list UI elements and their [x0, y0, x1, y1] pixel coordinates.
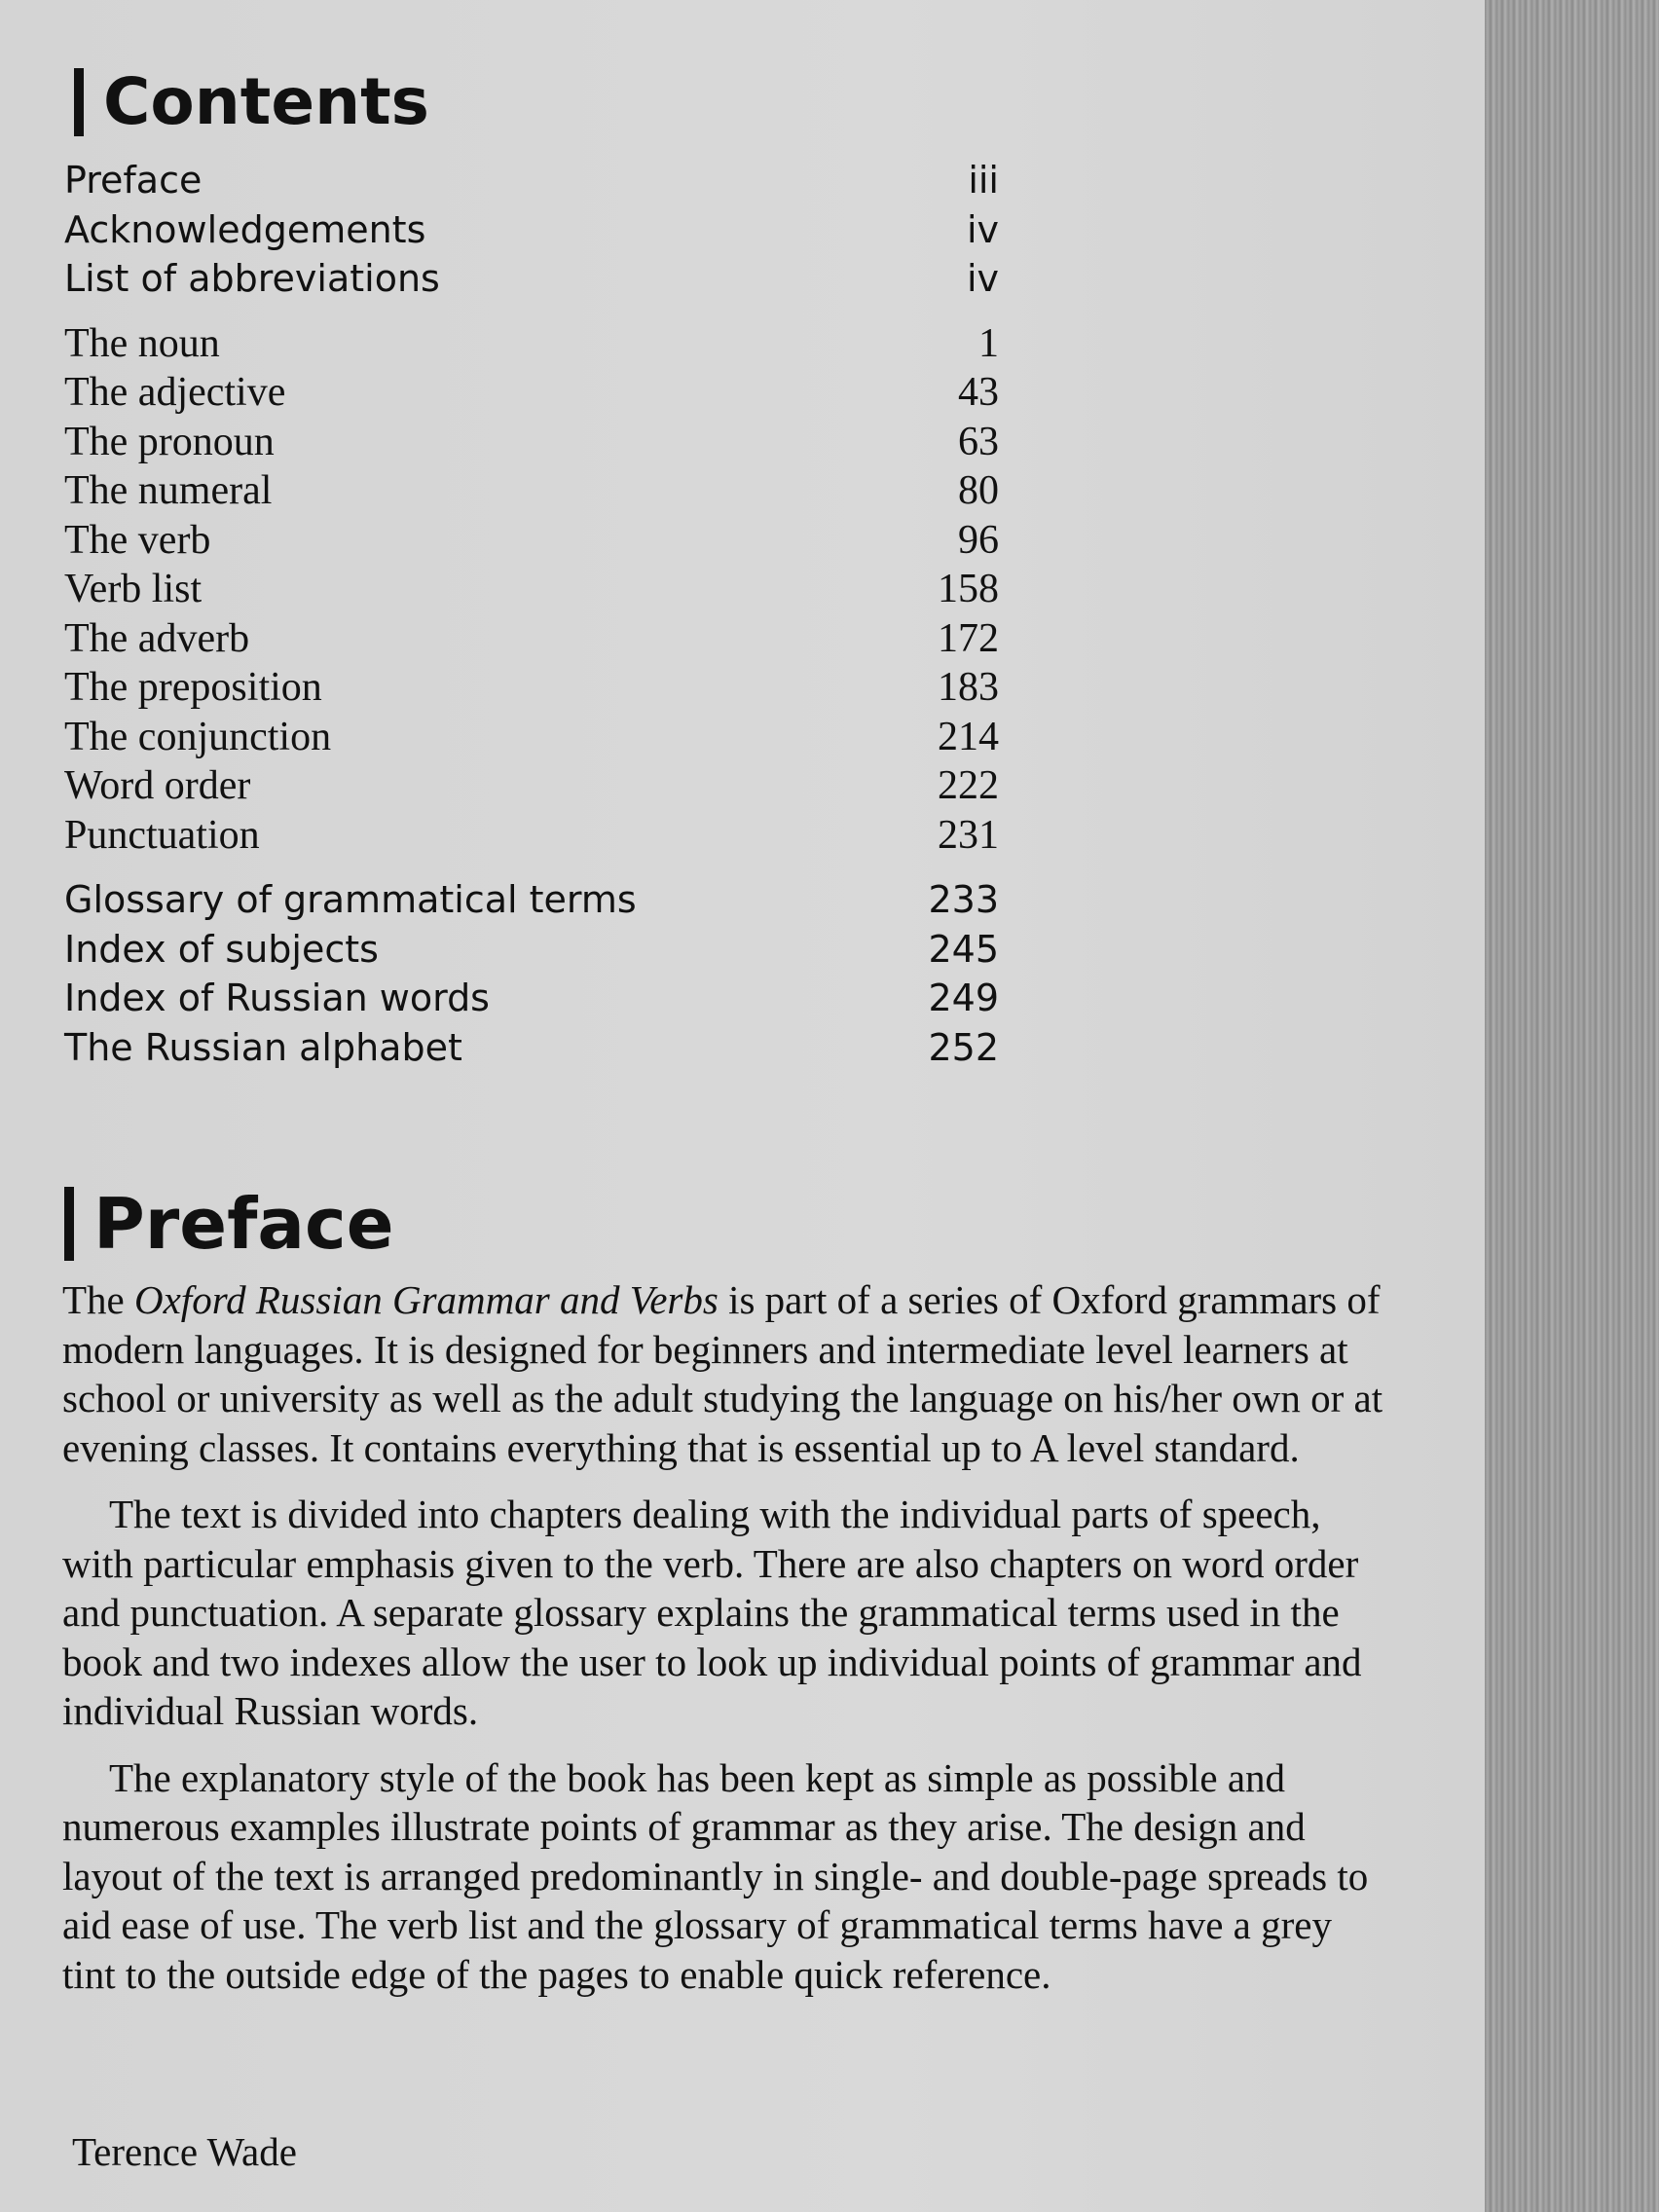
toc-entry	[64, 811, 999, 861]
book-title: Oxford Russian Grammar and Verbs	[134, 1277, 719, 1322]
preface-p1-rest: is part of a series of Oxford grammars of modern languages. It is designed for beginners and intermediate level learners at school or university as well as the adult studying the language on his/her own or at evening classes. It contains everything that is essential up to A level standard.	[62, 1277, 1383, 1470]
toc-entry	[64, 319, 999, 369]
table-of-contents	[64, 156, 999, 1072]
author-signature: Terence Wade	[72, 2129, 297, 2174]
heading-bar	[64, 1187, 74, 1261]
toc-entry	[64, 466, 999, 516]
toc-entry-page: 214	[938, 714, 999, 759]
toc-entry-page: 158	[938, 567, 999, 612]
toc-entry-page: 233	[928, 878, 999, 922]
toc-entry-title: The noun	[64, 320, 220, 366]
toc-entry-title: Preface	[64, 159, 203, 203]
toc-entry-title: Acknowledgements	[64, 207, 426, 251]
toc-entry-page: 222	[938, 763, 999, 809]
toc-entry-page: 63	[958, 419, 999, 464]
toc-entry-title: The adverb	[64, 615, 250, 661]
toc-entry-page: 252	[928, 1025, 999, 1069]
toc-entry	[64, 254, 999, 304]
toc-entry	[64, 368, 999, 418]
toc-entry-page: 80	[958, 468, 999, 514]
heading-bar	[74, 68, 84, 136]
toc-entry-title: Index of subjects	[64, 927, 379, 971]
preface-paragraph-3: The explanatory style of the book has been kept as simple as possible and numerous examples illustrate points of grammar as they arise. The design and layout of the text is arranged predominantly in single- and double-page spreads to aid ease of use. The verb list and the glossary of grammatical terms have a grey tint to the outside edge of the pages to enable quick reference.	[62, 1754, 1369, 1997]
toc-entry	[64, 713, 999, 762]
toc-entry-page: iv	[966, 257, 999, 301]
toc-entry-title: List of abbreviations	[64, 257, 440, 301]
toc-entry-title: The numeral	[64, 468, 273, 514]
preface-paragraph-2: The text is divided into chapters dealing with the individual parts of speech, with particular emphasis given to the verb. There are also chapters on word order and punctuation. A separate glossary explains the grammatical terms used in the book and two indexes allow the user to look up individual points of grammar and individual Russian words.	[62, 1492, 1362, 1733]
toc-entry-page: 183	[938, 665, 999, 711]
preface-heading-text: Preface	[93, 1183, 394, 1265]
toc-entry-title: The verb	[64, 517, 211, 563]
toc-entry-title: The pronoun	[64, 419, 275, 464]
toc-entry-title: The adjective	[64, 370, 286, 416]
toc-entry-page: 245	[928, 927, 999, 971]
toc-back-matter	[64, 875, 999, 1072]
toc-entry	[64, 925, 999, 975]
toc-entry	[64, 1023, 999, 1073]
preface-p1-lead: The	[62, 1277, 134, 1322]
toc-entry-page: 43	[958, 370, 999, 416]
toc-entry	[64, 875, 999, 925]
toc-entry	[64, 974, 999, 1023]
toc-chapters	[64, 319, 999, 861]
toc-entry-page: iv	[966, 207, 999, 251]
toc-entry	[64, 761, 999, 811]
toc-entry	[64, 205, 999, 255]
toc-entry-page: 1	[978, 320, 999, 366]
toc-entry-title: Verb list	[64, 567, 203, 612]
toc-entry	[64, 614, 999, 664]
toc-entry-page: 96	[958, 517, 999, 563]
preface-heading	[64, 1180, 394, 1268]
toc-entry	[64, 418, 999, 467]
toc-entry	[64, 565, 999, 614]
toc-entry	[64, 516, 999, 566]
preface-paragraph-1	[62, 1275, 1386, 1472]
toc-entry	[64, 663, 999, 713]
toc-entry-page: iii	[968, 159, 999, 203]
toc-front-matter	[64, 156, 999, 304]
toc-entry-title: The preposition	[64, 665, 322, 711]
toc-entry	[64, 156, 999, 205]
toc-entry-title: Glossary of grammatical terms	[64, 878, 637, 922]
toc-entry-page: 249	[928, 977, 999, 1020]
preface-body	[62, 1275, 1386, 2016]
toc-entry-title: Index of Russian words	[64, 977, 490, 1020]
page-edge-background	[1485, 0, 1659, 2212]
toc-entry-title: Word order	[64, 763, 251, 809]
toc-entry-title: Punctuation	[64, 812, 260, 858]
toc-entry-title: The Russian alphabet	[64, 1025, 462, 1069]
toc-entry-page: 172	[938, 615, 999, 661]
toc-entry-title: The conjunction	[64, 714, 332, 759]
contents-heading-text: Contents	[103, 64, 429, 139]
contents-heading	[74, 62, 429, 142]
toc-entry-page: 231	[938, 812, 999, 858]
